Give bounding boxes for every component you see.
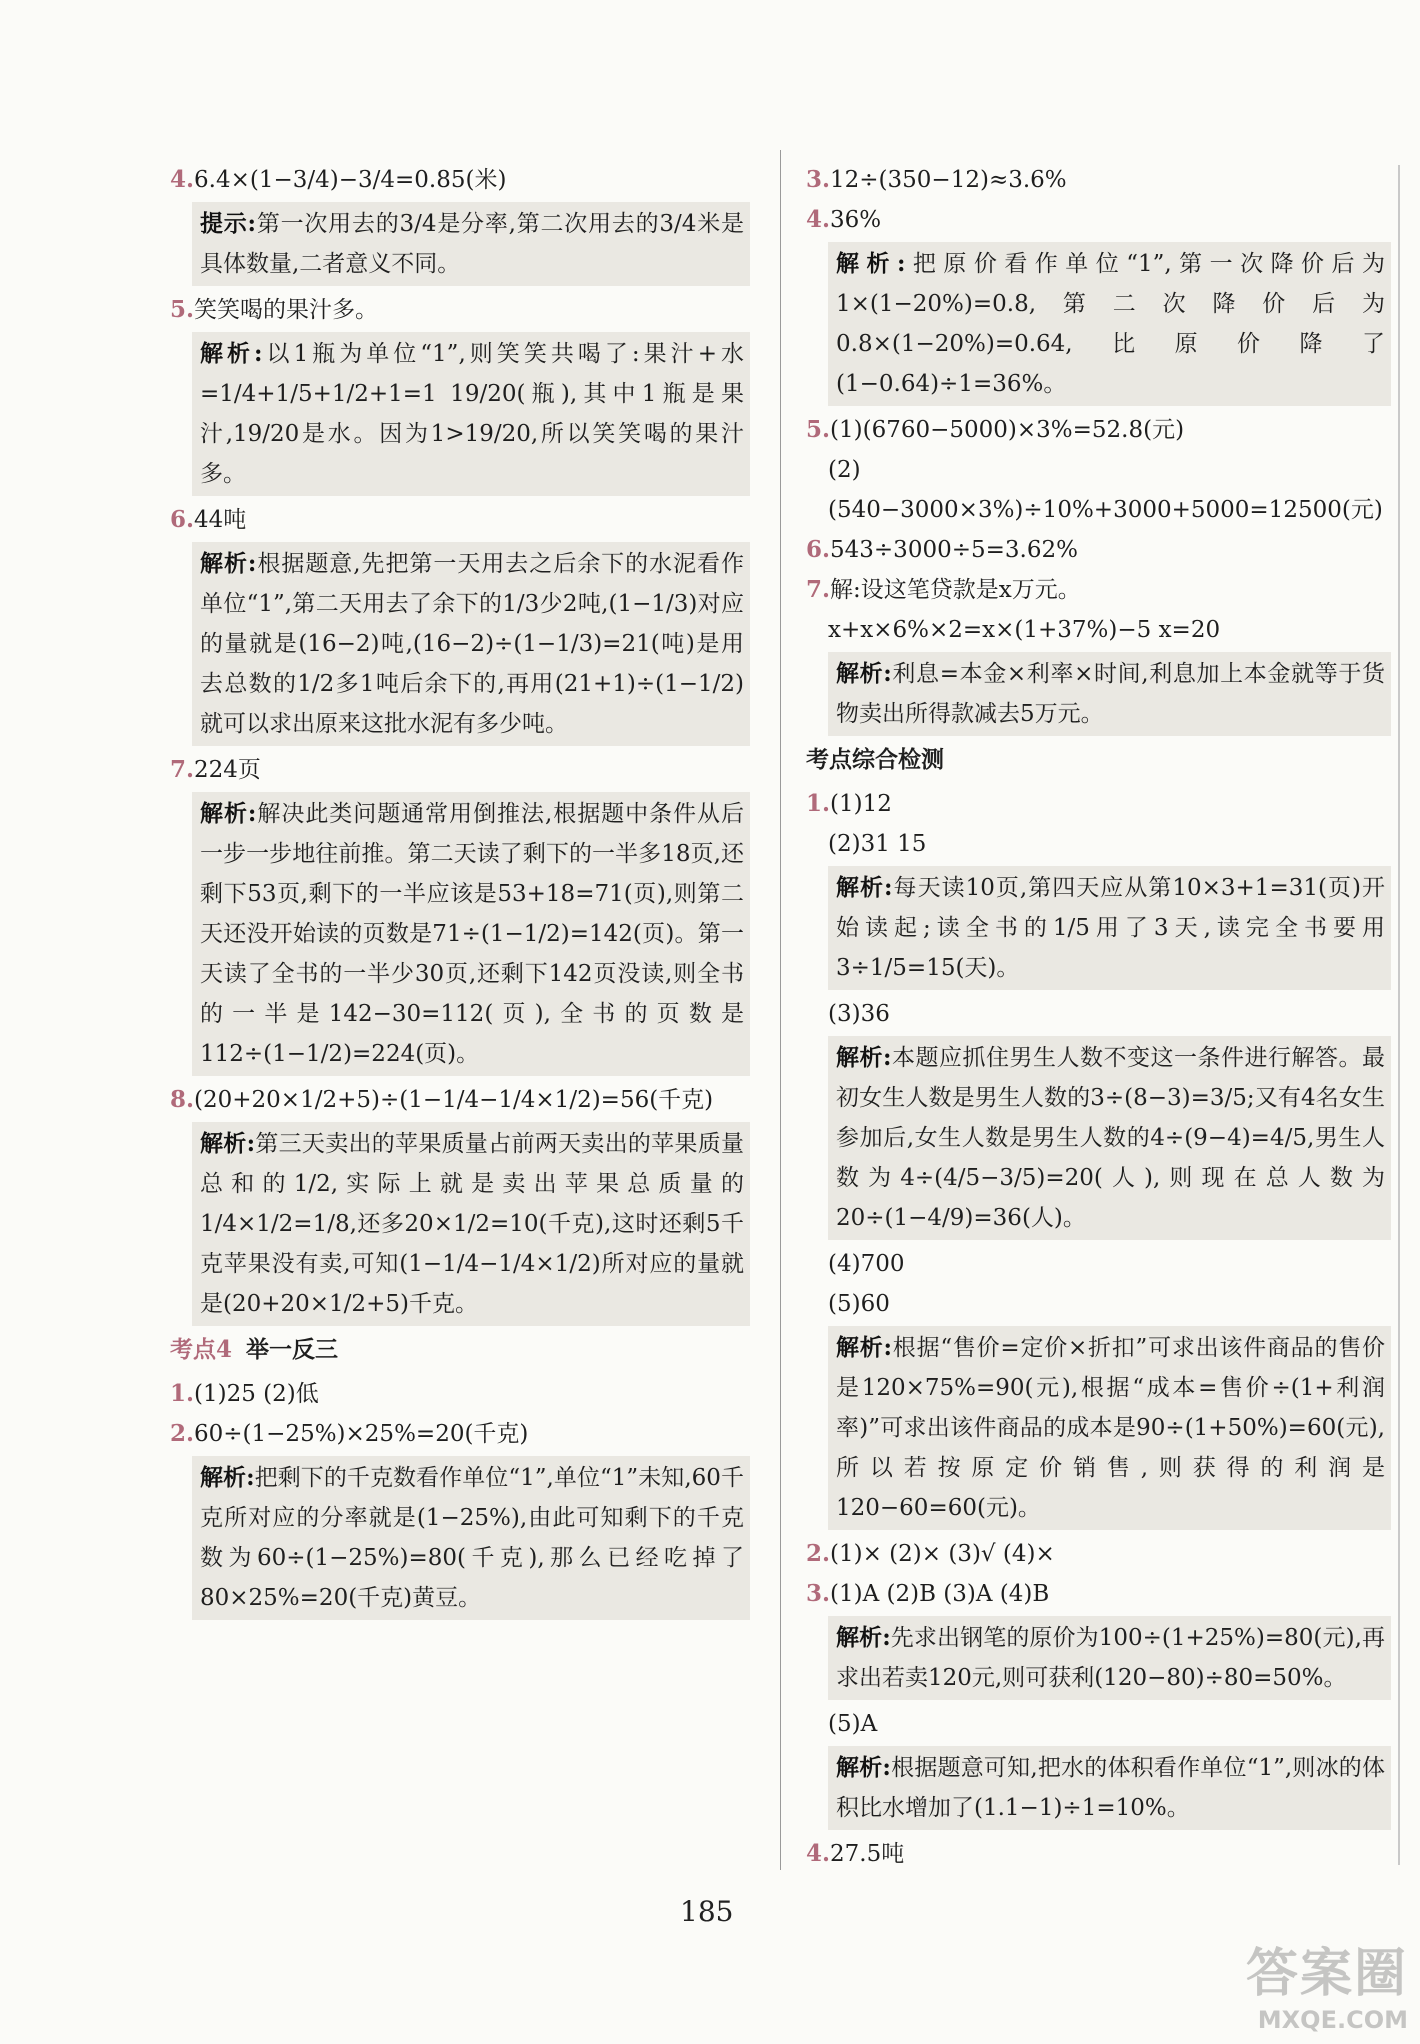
watermark-logo [1246,1931,1408,2034]
answer-item [170,1414,750,1454]
explanation-text: 根据题意,先把第一天用去之后余下的水泥看作单位“1”,第二天用去了余下的1/3少2吨,(1−1/3)对应的量就是(16−2)吨,(16−2)÷(1−1/3)=21(吨)是用去总数的1/2多1吨后余下的,再用(21+1)÷(1−1/2)就可以求出原来这批水泥有多少吨。 [200,551,744,737]
explanation-box [192,792,750,1076]
answer-item [806,1534,1391,1574]
item-number: 8. [170,1086,195,1113]
explanation-box [828,866,1391,990]
sub-answer: (4)700 [828,1251,905,1277]
explanation-label: 解析: [200,550,257,577]
item-number: 2. [170,1420,195,1447]
explanation-text: 根据题意可知,把水的体积看作单位“1”,则冰的体积比水增加了(1.1−1)÷1=10%。 [836,1755,1385,1821]
item-number: 4. [806,1840,831,1867]
answer-item [806,570,1391,610]
explanation-label: 解析: [200,1464,255,1491]
explanation-label: 解析: [836,1624,891,1651]
explanation-text: 利息=本金×利率×时间,利息加上本金就等于货物卖出所得款减去5万元。 [836,661,1385,727]
section-heading [170,1330,750,1370]
answer-item [170,160,750,200]
explanation-box [192,542,750,746]
answer-text: (1)25 (2)低 [194,1381,319,1407]
explanation-label: 解析: [200,340,263,367]
watermark-url: MXQE.COM [1257,2006,1408,2034]
explanation-text: 把剩下的千克数看作单位“1”,单位“1”未知,60千克所对应的分率就是(1−25%),由此可知剩下的千克数为60÷(1−25%)=80(千克),那么已经吃掉了80×25%=20(千克)黄豆。 [200,1465,744,1611]
explanation-box [828,1036,1391,1240]
explanation-text: 本题应抓住男生人数不变这一条件进行解答。最初女生人数是男生人数的3÷(8−3)=3/5;又有4名女生参加后,女生人数是男生人数的4÷(9−4)=4/5,男生人数为4÷(4/5−3/5)=20(人),则现在总人数为20÷(1−4/9)=36(人)。 [836,1045,1385,1231]
explanation-text: 第一次用去的3/4是分率,第二次用去的3/4米是具体数量,二者意义不同。 [200,211,745,277]
explanation-label: 解析: [836,1334,893,1361]
answer-text: 6.4×(1−3/4)−3/4=0.85(米) [194,167,507,193]
answer-text: 12÷(350−12)≈3.6% [830,167,1067,193]
explanation-box [192,1456,750,1620]
answer-item [806,784,1391,824]
section-heading: 考点综合检测 [806,746,944,773]
explanation-text: 先求出钢笔的原价为100÷(1+25%)=80(元),再求出若卖120元,则可获利(120−80)÷80=50%。 [836,1625,1385,1691]
answer-text: (1)A (2)B (3)A (4)B [830,1581,1050,1607]
page-edge-rule [1398,165,1400,1865]
explanation-box [828,1746,1391,1830]
sub-answer: (3)36 [828,1001,890,1027]
answer-text: 笑笑喝的果汁多。 [194,297,379,323]
page-number: 185 [680,1895,734,1928]
answer-item [170,1374,750,1414]
answer-item [806,1574,1391,1614]
answer-item [170,290,750,330]
item-number: 4. [170,166,195,193]
sub-answer: x+x×6%×2=x×(1+37%)−5 x=20 [828,617,1221,643]
explanation-box [828,652,1391,736]
answer-item [806,1834,1391,1874]
answer-text: 解:设这笔贷款是x万元。 [830,577,1081,603]
sub-answer: (5)A [828,1711,878,1737]
answer-item [170,1080,750,1120]
sub-answer: (5)60 [828,1291,890,1317]
item-number: 1. [806,790,831,817]
explanation-text: 把原价看作单位“1”,第一次降价后为1×(1−20%)=0.8,第二次降价后为0.8×(1−20%)=0.64,比原价降了(1−0.64)÷1=36%。 [836,251,1385,397]
explanation-box [192,202,750,286]
answer-item [806,410,1391,450]
item-number: 7. [170,756,195,783]
explanation-text: 以1瓶为单位“1”,则笑笑共喝了:果汁+水=1/4+1/5+1/2+1=1 19/20(瓶),其中1瓶是果汁,19/20是水。因为1>19/20,所以笑笑喝的果汁多。 [200,341,744,487]
explanation-label: 解析: [200,1130,256,1157]
explanation-text: 解决此类问题通常用倒推法,根据题中条件从后一步一步地往前推。第二天读了剩下的一半多18页,还剩下53页,剩下的一半应该是53+18=71(页),则第二天还没开始读的页数是71÷(1−1/2)=142(页)。第一天读了全书的一半少30页,还剩下142页没读,则全书的一半是142−30=112(页),全书的页数是112÷(1−1/2)=224(页)。 [200,801,744,1067]
answer-item [170,750,750,790]
answer-text: (1)12 [830,791,892,817]
answer-item [806,160,1391,200]
watermark-title: 答案圈 [1245,1944,1408,2004]
explanation-label: 解析: [836,660,892,687]
explanation-text: 每天读10页,第四天应从第10×3+1=31(页)开始读起;读全书的1/5用了3天,读完全书要用3÷1/5=15(天)。 [836,875,1385,981]
answer-text: 36% [830,207,882,233]
explanation-text: 根据“售价=定价×折扣”可求出该件商品的售价是120×75%=90(元),根据“成本=售价÷(1+利润率)”可求出该件商品的成本是90÷(1+50%)=60(元),所以若按原定价销售,则获得的利润是120−60=60(元)。 [836,1335,1385,1521]
item-number: 4. [806,206,831,233]
left-column [170,160,750,1624]
explanation-text: 第三天卖出的苹果质量占前两天卖出的苹果质量总和的1/2,实际上就是卖出苹果总质量的1/4×1/2=1/8,还多20×1/2=10(千克),这时还剩5千克苹果没有卖,可知(1−1/4−1/4×1/2)所对应的量就是(20+20×1/2+5)千克。 [200,1131,744,1317]
explanation-label: 提示: [200,210,257,237]
explanation-box [192,1122,750,1326]
answer-text: 543÷3000÷5=3.62% [830,537,1078,563]
item-number: 5. [806,416,831,443]
item-number: 2. [806,1540,831,1567]
explanation-box [192,332,750,496]
column-divider [780,150,781,1870]
explanation-label: 解析: [836,250,906,277]
right-column [806,160,1391,1874]
item-number: 6. [806,536,831,563]
explanation-label: 解析: [836,874,893,901]
explanation-box [828,1616,1391,1700]
answer-item [806,200,1391,240]
answer-item [806,530,1391,570]
explanation-label: 解析: [836,1754,891,1781]
item-number: 3. [806,1580,831,1607]
section-title: 举一反三 [246,1336,339,1363]
answer-text: (20+20×1/2+5)÷(1−1/4−1/4×1/2)=56(千克) [194,1087,714,1113]
answer-text: (1)(6760−5000)×3%=52.8(元) [830,417,1185,443]
item-number: 7. [806,576,831,603]
sub-answer: (2)31 15 [828,831,927,857]
answer-text: 60÷(1−25%)×25%=20(千克) [194,1421,529,1447]
answer-text: (1)× (2)× (3)√ (4)× [830,1541,1055,1567]
explanation-box [828,1326,1391,1530]
answer-item [170,500,750,540]
answer-text: 44吨 [194,507,247,533]
explanation-label: 解析: [200,800,257,827]
section-kaodian: 考点4 [170,1336,233,1363]
item-number: 3. [806,166,831,193]
answer-text: 27.5吨 [830,1841,905,1867]
sub-answer: (2)(540−3000×3%)÷10%+3000+5000=12500(元) [828,457,1383,523]
item-number: 5. [170,296,195,323]
item-number: 6. [170,506,195,533]
answer-text: 224页 [194,757,261,783]
item-number: 1. [170,1380,195,1407]
explanation-box [828,242,1391,406]
explanation-label: 解析: [836,1044,892,1071]
